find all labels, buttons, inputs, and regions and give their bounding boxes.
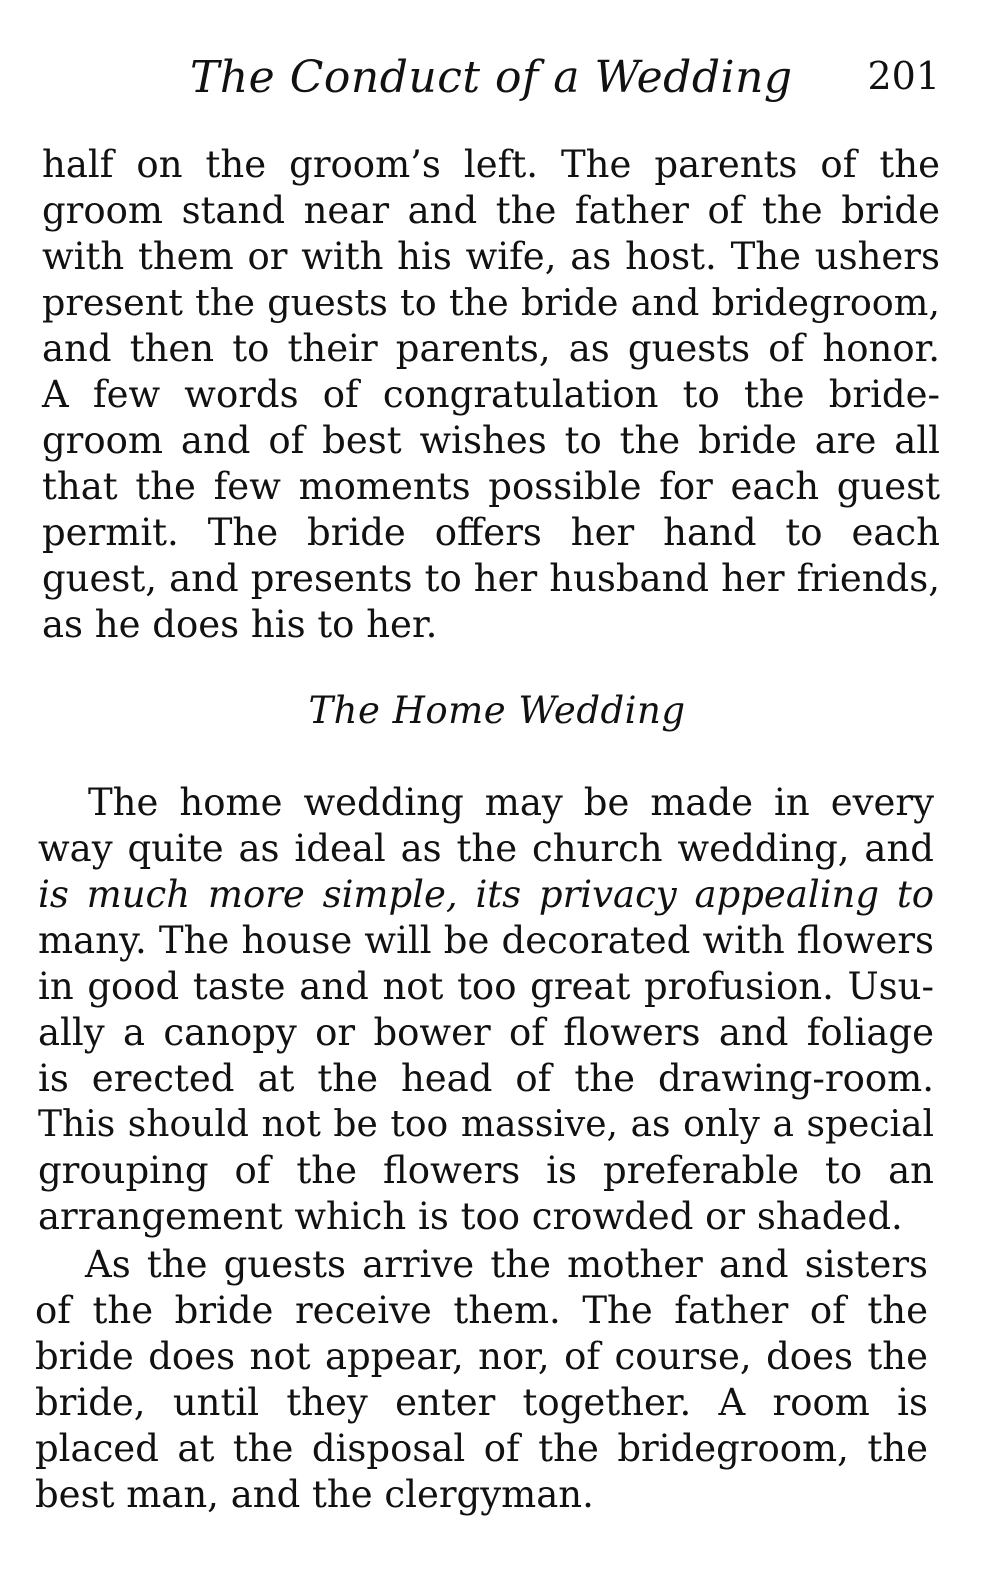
text-line: and then to their parents, as guests of honor. <box>42 327 940 370</box>
page-number: 201 <box>867 54 940 98</box>
text-line: in good taste and not too great profusion. Usu- <box>38 965 934 1008</box>
text-line: many. The house will be decorated with flowers <box>38 919 934 962</box>
text-line: arrangement which is too crowded or shaded. <box>38 1195 903 1238</box>
text-line: As the guests arrive the mother and sisters <box>85 1243 928 1286</box>
running-title: The Conduct of a Wedding <box>190 52 793 103</box>
text-line: A few words of congratulation to the bride- <box>42 373 940 416</box>
text-line: half on the groom’s left. The parents of the <box>42 143 940 186</box>
text-line: bride does not appear, nor, of course, does the <box>35 1335 928 1378</box>
text-line: of the bride receive them. The father of the <box>35 1289 928 1332</box>
text-line: ally a canopy or bower of flowers and foliage <box>38 1011 934 1054</box>
text-line: placed at the disposal of the bridegroom, the <box>35 1427 928 1470</box>
page-header <box>0 52 984 112</box>
text-line: that the few moments possible for each guest <box>42 465 940 508</box>
paragraph-guests-arrive <box>0 1242 984 1518</box>
text-line: bride, until they enter together. A room is <box>35 1381 928 1424</box>
text-line: grouping of the flowers is preferable to an <box>38 1149 934 1192</box>
text-line: best man, and the clergyman. <box>35 1473 594 1516</box>
text-line: with them or with his wife, as host. The ushers <box>42 235 940 278</box>
text-line: permit. The bride offers her hand to each <box>42 511 940 554</box>
text-line: The home wedding may be made in every <box>88 781 934 824</box>
text-line: as he does his to her. <box>42 603 438 646</box>
text-line: This should not be too massive, as only a special <box>38 1104 934 1145</box>
text-line: groom stand near and the father of the bride <box>42 189 940 232</box>
text-line: present the guests to the bride and bridegroom, <box>42 281 940 324</box>
text-line: is much more simple, its privacy appealing to <box>38 873 934 916</box>
text-line: guest, and presents to her husband her friends, <box>42 557 940 600</box>
paragraph-continuation <box>0 142 984 648</box>
section-heading: The Home Wedding <box>308 689 686 732</box>
text-line: is erected at the head of the drawing-room. <box>38 1057 934 1100</box>
text-line: groom and of best wishes to the bride are all <box>42 419 940 462</box>
paragraph-home-wedding <box>0 780 984 1240</box>
text-line: way quite as ideal as the church wedding, and <box>38 827 934 870</box>
